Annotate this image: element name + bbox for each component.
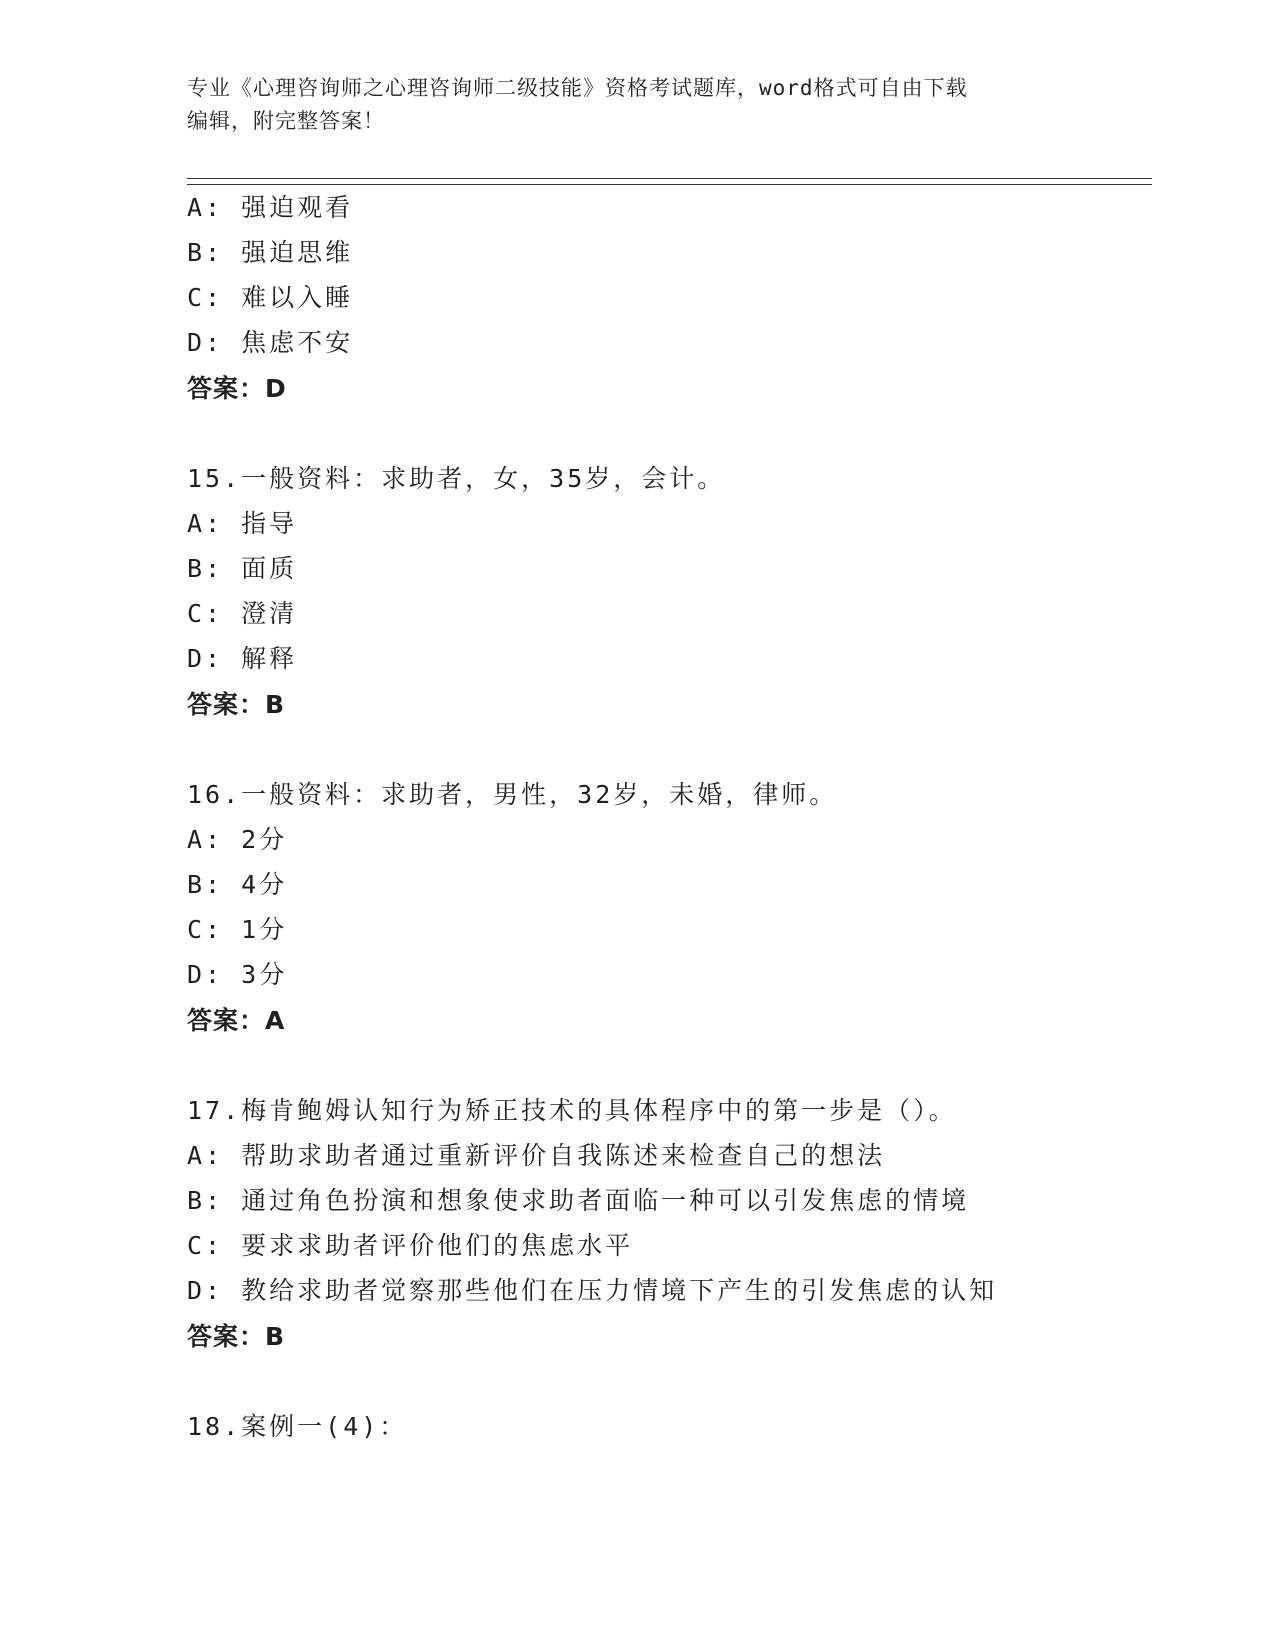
- q17-option-d: D: 教给求助者觉察那些他们在压力情境下产生的引发焦虑的认知: [187, 1276, 998, 1305]
- q16-option-d: D: 3分: [187, 960, 288, 989]
- header-line-1: 专业《心理咨询师之心理咨询师二级技能》资格考试题库，word格式可自由下载: [187, 76, 968, 100]
- q15-option-d: D: 解释: [187, 644, 298, 673]
- q15-option-b: B: 面质: [187, 554, 298, 583]
- q17-option-c: C: 要求求助者评价他们的焦虑水平: [187, 1231, 634, 1260]
- q18-stem: 18.案例一(4)：: [187, 1412, 408, 1441]
- q15-stem: 15.一般资料：求助者，女，35岁，会计。: [187, 464, 726, 493]
- q14-option-a: A: 强迫观看: [187, 193, 354, 222]
- q14-option-b: B: 强迫思维: [187, 238, 354, 267]
- q15-option-c: C: 澄清: [187, 599, 298, 628]
- q14-option-d: D: 焦虑不安: [187, 328, 354, 357]
- q16-option-c: C: 1分: [187, 915, 288, 944]
- document-header: [187, 72, 1087, 138]
- q16-option-a: A: 2分: [187, 825, 288, 854]
- q15-option-a: A: 指导: [187, 509, 298, 538]
- q17-option-a: A: 帮助求助者通过重新评价自我陈述来检查自己的想法: [187, 1141, 886, 1170]
- q16-answer: 答案：A: [187, 1006, 286, 1035]
- header-line-2: 编辑，附完整答案！: [187, 109, 385, 133]
- q17-answer: 答案：B: [187, 1322, 286, 1351]
- q14-answer: 答案：D: [187, 374, 287, 403]
- header-divider: [187, 178, 1152, 185]
- q17-option-b: B: 通过角色扮演和想象使求助者面临一种可以引发焦虑的情境: [187, 1186, 970, 1215]
- q16-option-b: B: 4分: [187, 870, 288, 899]
- q15-answer: 答案：B: [187, 690, 286, 719]
- q16-stem: 16.一般资料：求助者，男性，32岁，未婚，律师。: [187, 780, 838, 809]
- q14-option-c: C: 难以入睡: [187, 283, 354, 312]
- q17-stem: 17.梅肯鲍姆认知行为矫正技术的具体程序中的第一步是（）。: [187, 1096, 957, 1125]
